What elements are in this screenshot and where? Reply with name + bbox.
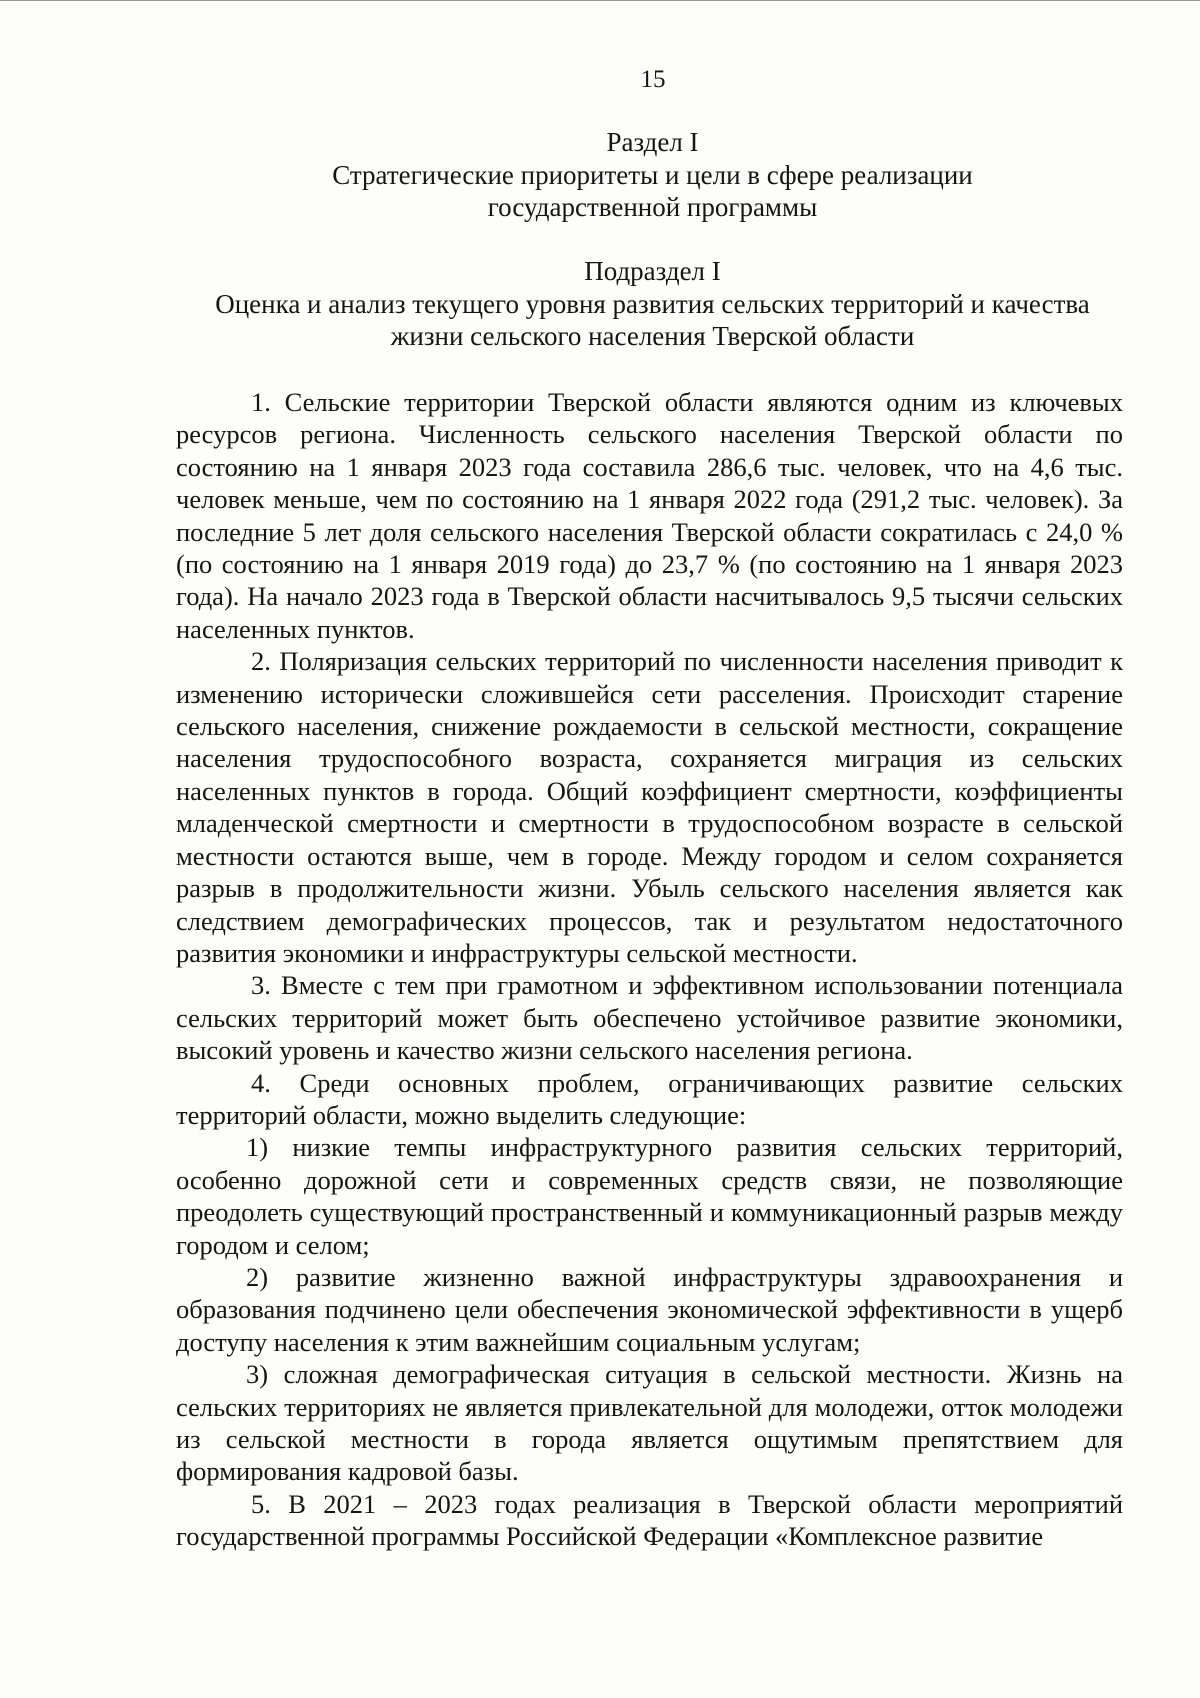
list-item-1: 1) низкие темпы инфраструктурного развития сельских территорий, особенно дорожной сети и современных средств связи, не позволяющие преодолеть существующий пространственный и коммуникационный разрыв между городом и селом;: [176, 1132, 1123, 1260]
body-text: [176, 386, 1123, 1553]
section-label: Раздел I: [606, 127, 699, 157]
page-top-edge: [0, 0, 1200, 1]
section-title-line: Стратегические приоритеты и цели в сфере реализации: [332, 159, 973, 190]
subsection-label: Подраздел I: [584, 256, 721, 286]
section-title-line: государственной программы: [487, 192, 818, 222]
list-item-2: 2) развитие жизненно важной инфраструктуры здравоохранения и образования подчинено цели обеспечения экономической эффективности в ущерб доступу населения к этим важнейшим социальным услугам;: [176, 1261, 1123, 1357]
subsection-heading: [150, 255, 1155, 353]
list-item-3: 3) сложная демографическая ситуация в сельской местности. Жизнь на сельских территориях не является привлекательной для молодежи, отток молодежи из сельской местности в города является ощутимым препятствием для формирования кадровой базы.: [176, 1359, 1123, 1487]
paragraph-2: 2. Поляризация сельских территорий по численности населения приводит к изменению исторически сложившейся сети расселения. Происходит старение сельского населения, снижение рождаемости в сельской местности, сокращение населения трудоспособного возраста, сохраняется миграция из сельских населенных пунктов в города. Общий коэффициент смертности, коэффициенты младенческой смертности и смертности в трудоспособном возрасте в сельской местности остаются выше, чем в городе. Между городом и селом сохраняется разрыв в продолжительности жизни. Убыль сельского населения является как следствием демографических процессов, так и результатом недостаточного развития экономики и инфраструктуры сельской местности.: [176, 646, 1123, 968]
section-heading: [150, 126, 1155, 224]
paragraph-1: 1. Сельские территории Тверской области являются одним из ключевых ресурсов региона. Численность сельского населения Тверской области по состоянию на 1 января 2023 года составила 286,6 тыс. человек, что на 4,6 тыс. человек меньше, чем по состоянию на 1 января 2022 года (291,2 тыс. человек). За последние 5 лет доля сельского населения Тверской области сократилась с 24,0 % (по состоянию на 1 января 2019 года) до 23,7 % (по состоянию на 1 января 2023 года). На начало 2023 года в Тверской области насчитывалось 9,5 тысячи сельских населенных пунктов.: [176, 387, 1123, 644]
subsection-title-line: жизни сельского населения Тверской области: [390, 321, 915, 351]
page-number: 15: [640, 66, 666, 93]
subsection-title-line: Оценка и анализ текущего уровня развития сельских территорий и качества: [215, 288, 1090, 319]
paragraph-3: 3. Вместе с тем при грамотном и эффективном использовании потенциала сельских территорий может быть обеспечено устойчивое развитие экономики, высокий уровень и качество жизни сельского населения региона.: [176, 970, 1123, 1066]
paragraph-5: 5. В 2021 – 2023 годах реализация в Тверской области мероприятий государственной программы Российской Федерации «Комплексное развитие: [176, 1488, 1123, 1552]
paragraph-4: 4. Среди основных проблем, ограничивающих развитие сельских территорий области, можно выделить следующие:: [176, 1067, 1123, 1130]
